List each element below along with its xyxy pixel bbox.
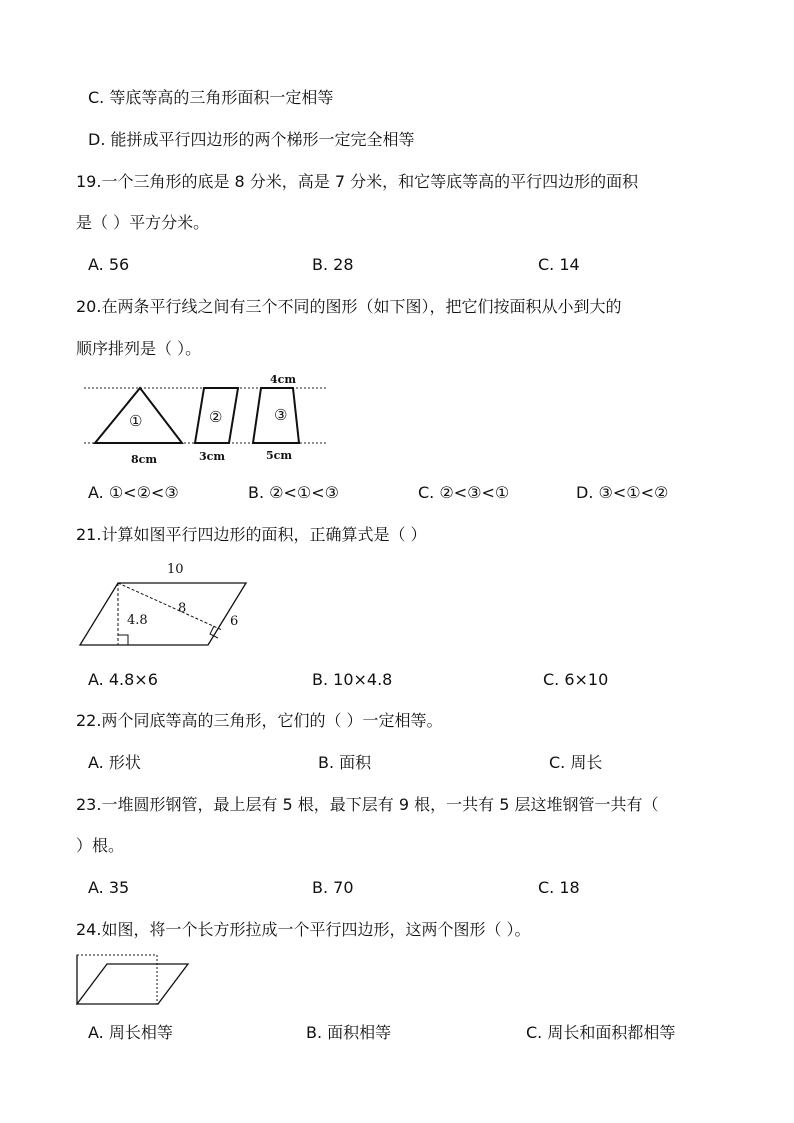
q19-option-a: A. 56 <box>88 255 130 274</box>
q21-top-label: 10 <box>167 562 184 577</box>
q21-option-a: A. 4.8×6 <box>88 670 158 689</box>
q19-option-c: C. 14 <box>538 255 580 274</box>
q20-text-line1: 20.在两条平行线之间有三个不同的图形（如下图），把它们按面积从小到大的 <box>76 297 622 316</box>
q24-parallelogram <box>77 964 188 1004</box>
q24-text-line1: 24.如图，将一个长方形拉成一个平行四边形，这两个图形（ ）。 <box>76 920 531 939</box>
q20-trapezoid-base-label: 5cm <box>266 449 292 462</box>
q24-option-b: B. 面积相等 <box>306 1023 392 1042</box>
q21-option-b: B. 10×4.8 <box>312 670 393 689</box>
q20-option-c: C. ②<③<① <box>418 483 510 502</box>
q22-option-b: B. 面积 <box>318 753 372 772</box>
q18-option-d: D. 能拼成平行四边形的两个梯形一定完全相等 <box>88 130 415 149</box>
q23-option-c: C. 18 <box>538 878 580 897</box>
q23-option-a: A. 35 <box>88 878 130 897</box>
q20-top-length-label: 4cm <box>270 373 296 386</box>
q20-option-a: A. ①<②<③ <box>88 483 179 502</box>
q24-rectangle <box>77 955 157 1004</box>
q21-diagonal-height-label: 8 <box>178 601 187 616</box>
q20-label-1: ① <box>129 412 143 430</box>
q18-option-c: C. 等底等高的三角形面积一定相等 <box>88 88 334 107</box>
q19-text-line1: 19.一个三角形的底是 8 分米，高是 7 分米，和它等底等高的平行四边形的面积 <box>76 172 639 191</box>
q21-text-line1: 21.计算如图平行四边形的面积，正确算式是（ ） <box>76 525 427 544</box>
q23-text-line1: 23.一堆圆形钢管，最上层有 5 根，最下层有 9 根，一共有 5 层这堆钢管一共有（ <box>76 795 659 814</box>
q20-text-line2: 顺序排列是（ ）。 <box>76 339 202 358</box>
q22-option-c: C. 周长 <box>549 753 603 772</box>
q23-text-line2: ）根。 <box>76 836 125 855</box>
q20-label-2: ② <box>209 408 223 426</box>
q20-triangle-base-label: 8cm <box>131 453 157 466</box>
q23-option-b: B. 70 <box>312 878 354 897</box>
q21-side-label: 6 <box>230 614 239 629</box>
q20-label-3: ③ <box>274 406 288 424</box>
q22-text-line1: 22.两个同底等高的三角形，它们的（ ）一定相等。 <box>76 711 443 730</box>
q22-option-a: A. 形状 <box>88 753 141 772</box>
q20-parallelogram-base-label: 3cm <box>199 450 225 463</box>
q21-height-label: 4.8 <box>127 613 148 628</box>
q21-option-c: C. 6×10 <box>543 670 609 689</box>
q19-text-line2: 是（ ）平方分米。 <box>76 213 210 232</box>
q24-option-a: A. 周长相等 <box>88 1023 173 1042</box>
q20-option-b: B. ②<①<③ <box>248 483 339 502</box>
q24-option-c: C. 周长和面积都相等 <box>526 1023 676 1042</box>
q20-option-d: D. ③<①<② <box>576 483 669 502</box>
q19-option-b: B. 28 <box>312 255 354 274</box>
